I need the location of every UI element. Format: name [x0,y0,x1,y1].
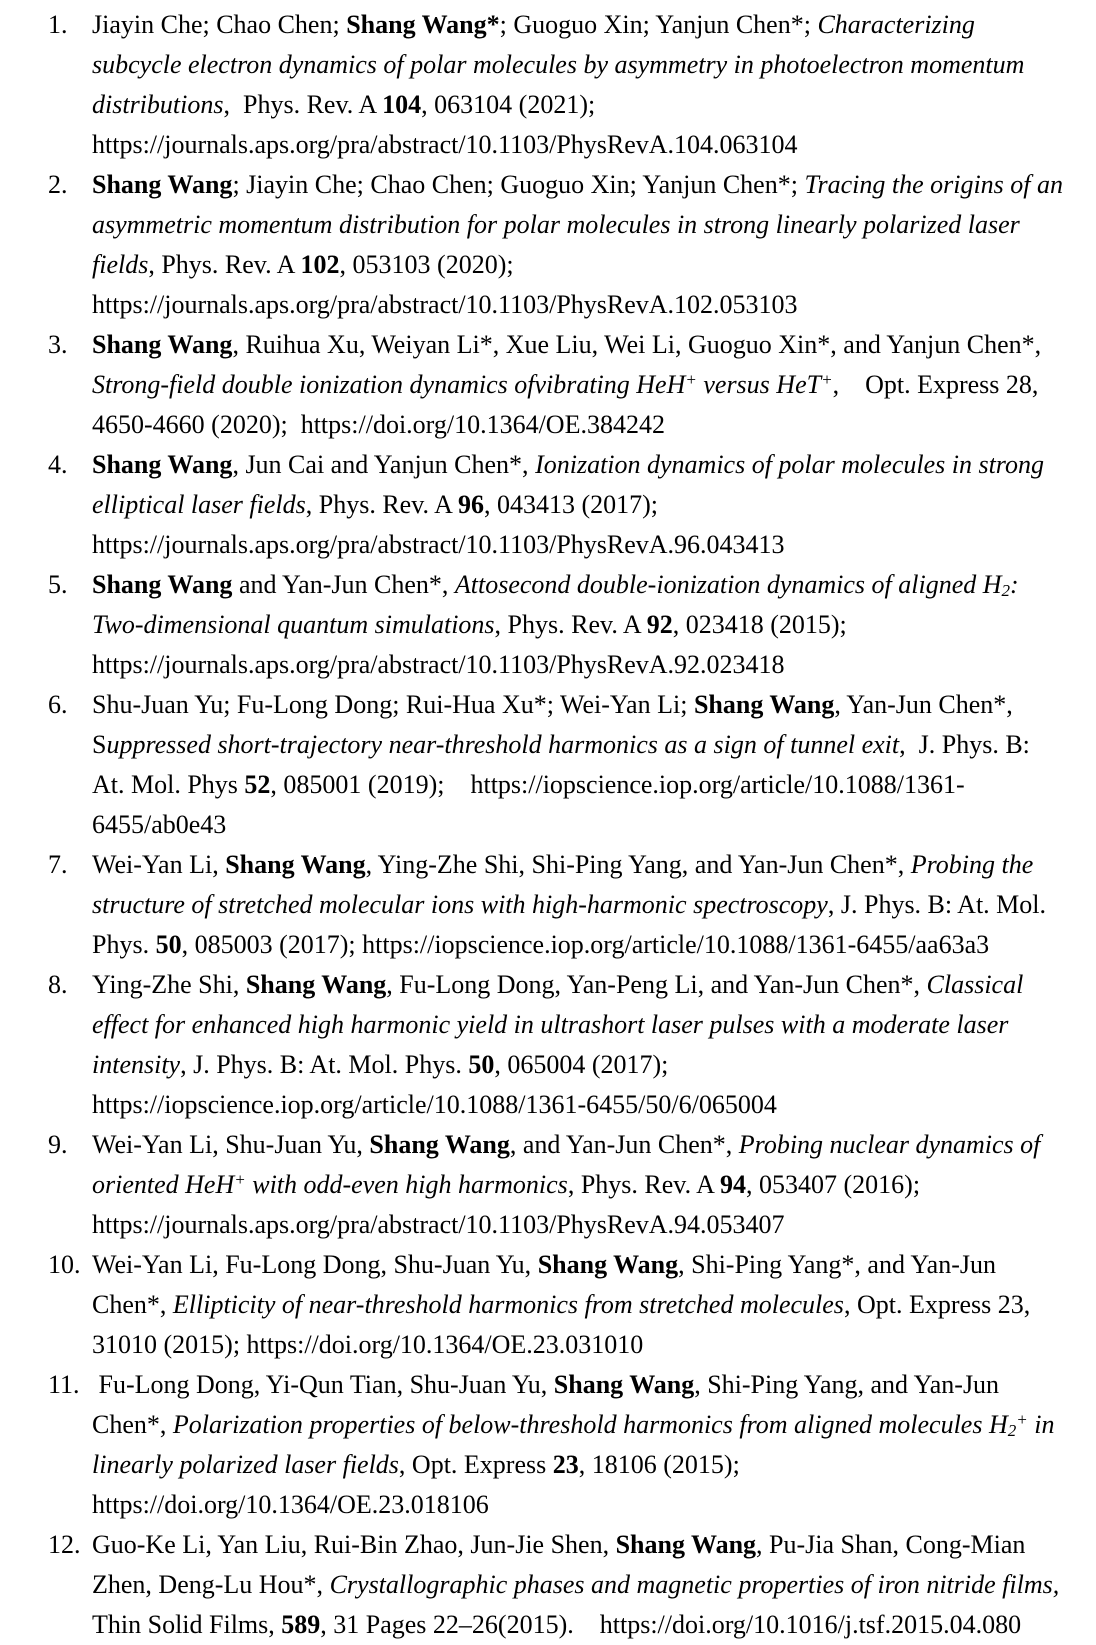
reference-text [92,330,1048,439]
text-segment: 589 [281,1610,321,1639]
text-segment: Chen*, [92,1410,173,1439]
text-segment: , J. Phys. B: At. Mol. Phys [92,730,1035,799]
text-segment: 96 [457,490,484,519]
text-segment: Wei-Yan Li, Fu-Long Dong, Shu-Juan Yu, [92,1250,538,1279]
reference-number: 10. [48,1250,81,1279]
reference-text [92,1250,1037,1359]
url-text: https://iopscience.iop.org/article/10.1088/1361-6455/ab0e43 [92,770,965,839]
text-segment: Probing the structure of stretched molecular ions with high-harmonic spectroscopy [92,850,1040,919]
reference-text [92,970,1030,1119]
text-segment: , Shi-Ping Yang, and Yan-Jun [694,1370,1006,1399]
text-segment: Characterizing subcycle electron dynamics of polar molecules by asymmetry in photoelectron momentum distributions [92,10,1031,119]
text-segment: , and Yan-Jun Chen*, [509,1130,739,1159]
reference-number: 12. [48,1530,81,1559]
text-segment: Ellipticity of near-threshold harmonics from stretched molecules [172,1290,844,1319]
text-segment: 94 [720,1170,746,1199]
text-segment: Shang Wang [92,450,233,479]
text-segment: , Opt. Express 28, 4650-4660 (2020); [92,370,1045,439]
url-text: https://iopscience.iop.org/article/10.1088/1361-6455/aa63a3 [362,930,990,959]
text-segment: , 053103 (2020); [339,250,521,279]
text-segment: Strong-field double ionization dynamics ofvibrating HeH [92,370,686,399]
reference-item [48,1125,1066,1245]
text-segment: Shang Wang [615,1530,757,1559]
text-segment: , J. Phys. B: At. Mol. Phys. [180,1050,469,1079]
text-segment: 102 [300,250,340,279]
text-segment: Shang Wang [537,1250,679,1279]
text-segment: 52 [244,770,271,799]
text-segment: Shang Wang [92,570,233,599]
text-segment: , 085001 (2019); [270,770,471,799]
text-segment: , Opt. Express [398,1450,553,1479]
text-segment: , Phys. Rev. A [305,490,458,519]
text-segment: Tracing the origins of an asymmetric momentum distribution for polar molecules in strong linearly polarized laser fields [92,170,1070,279]
text-segment: Shang Wang [369,1130,510,1159]
text-segment: , 31 Pages 22–26(2015). [320,1610,600,1639]
text-segment: , 065004 (2017); [494,1050,675,1079]
reference-text [92,1530,1065,1639]
text-segment: Shang Wang [225,850,366,879]
text-segment: , Phys. Rev. A [148,250,301,279]
reference-number: 6. [48,690,68,719]
reference-number: 4. [48,450,68,479]
reference-item [48,1365,1066,1525]
text-segment: 23 [552,1450,579,1479]
text-segment: Zhen, Deng-Lu Hou*, [92,1570,330,1599]
text-segment: , Pu-Jia Shan, Cong-Mian [756,1530,1032,1559]
url-text: https://journals.aps.org/pra/abstract/10.1103/PhysRevA.96.043413 [92,530,785,559]
url-text: https://journals.aps.org/pra/abstract/10.1103/PhysRevA.104.063104 [92,130,798,159]
url-text: https://doi.org/10.1364/OE.384242 [300,410,665,439]
text-segment: ; Guoguo Xin; Yanjun Chen*; [499,10,818,39]
text-segment: , Ying-Zhe Shi, Shi-Ping Yang, and Yan-Jun Chen*, [365,850,911,879]
text-segment: , Jun Cai and Yanjun Chen*, [232,450,536,479]
reference-text [92,690,1035,839]
url-text: https://doi.org/10.1364/OE.23.031010 [246,1330,644,1359]
reference-number: 5. [48,570,68,599]
reference-text [92,570,1025,679]
text-segment: Shang Wang [92,330,233,359]
text-segment: Fu-Long Dong, Yi-Qun Tian, Shu-Juan Yu, [92,1370,554,1399]
text-segment: , Shi-Ping Yang*, and Yan-Jun [678,1250,1003,1279]
url-text: https://doi.org/10.1364/OE.23.018106 [92,1490,489,1519]
text-segment: Shang Wang [693,690,835,719]
reference-text [92,1370,1061,1519]
text-segment: + [685,370,697,390]
reference-text [92,1130,1047,1239]
text-segment: , 18106 (2015); [578,1450,747,1479]
text-segment: , J. Phys. B: At. Mol. Phys. [92,890,1053,959]
text-segment: 2 [1007,1421,1017,1441]
text-segment: in linearly polarized laser fields [92,1410,1061,1479]
reference-number: 3. [48,330,68,359]
text-segment: uppressed short-trajectory near-threshold harmonics as a sign of tunnel exit [106,730,900,759]
text-segment: with odd-even high harmonics [245,1170,568,1199]
reference-number: 8. [48,970,68,999]
text-segment: , Opt. Express 23, 31010 (2015); [92,1290,1037,1359]
text-segment: , 063104 (2021); [421,90,602,119]
reference-item [48,965,1066,1125]
url-text: https://journals.aps.org/pra/abstract/10.1103/PhysRevA.92.023418 [92,650,785,679]
text-segment: , 023418 (2015); [672,610,854,639]
text-segment: Classical effect for enhanced high harmonic yield in ultrashort laser pulses with a moderate laser intensity [92,970,1030,1079]
url-text: https://journals.aps.org/pra/abstract/10.1103/PhysRevA.102.053103 [92,290,798,319]
text-segment: Shang Wang [92,170,233,199]
reference-text [92,10,1031,159]
text-segment: 92 [646,610,673,639]
text-segment: Wei-Yan Li, Shu-Juan Yu, [92,1130,370,1159]
text-segment: , Phys. Rev. A [567,1170,720,1199]
text-segment: , Ruihua Xu, Weiyan Li*, Xue Liu, Wei Li, Guoguo Xin*, and Yanjun Chen*, [232,330,1048,359]
reference-number: 7. [48,850,68,879]
reference-text [92,850,1053,959]
reference-item [48,5,1066,165]
text-segment: Polarization properties of below-threshold harmonics from aligned molecules H [172,1410,1008,1439]
url-text: https://doi.org/10.1016/j.tsf.2015.04.080 [599,1610,1022,1639]
reference-text [92,450,1050,559]
text-segment: 50 [468,1050,495,1079]
reference-list [48,5,1070,1645]
url-text: https://journals.aps.org/pra/abstract/10.1103/PhysRevA.94.053407 [92,1210,785,1239]
text-segment: , Fu-Long Dong, Yan-Peng Li, and Yan-Jun Chen*, [386,970,927,999]
text-segment: Shang Wang [245,970,387,999]
reference-text [92,170,1070,319]
text-segment: Crystallographic phases and magnetic properties of iron nitride films, [329,1570,1060,1599]
text-segment: Shang Wang* [346,10,500,39]
text-segment: , 053407 (2016); [746,1170,927,1199]
text-segment: Ionization dynamics of polar molecules in strong elliptical laser fields [92,450,1051,519]
text-segment: Attosecond double-ionization dynamics of aligned H [454,570,1002,599]
text-segment: + [1016,1410,1028,1430]
text-segment: , Yan-Jun Chen*, S [92,690,1026,759]
reference-item [48,1525,1066,1645]
text-segment: Jiayin Che; Chao Chen; [92,10,347,39]
text-segment: versus HeT [696,370,822,399]
text-segment: , Phys. Rev. A [494,610,647,639]
text-segment: + [234,1170,246,1190]
reference-item [48,445,1066,565]
text-segment: Chen*, [92,1290,173,1319]
text-segment: Wei-Yan Li, [92,850,226,879]
url-text: https://iopscience.iop.org/article/10.1088/1361-6455/50/6/065004 [92,1090,777,1119]
text-segment: Shang Wang [553,1370,695,1399]
text-segment: + [821,370,833,390]
text-segment: : Two-dimensional quantum simulations [92,570,1026,639]
reference-item [48,845,1066,965]
text-segment: ; Jiayin Che; Chao Chen; Guoguo Xin; Yanjun Chen*; [232,170,805,199]
text-segment: Ying-Zhe Shi, [92,970,246,999]
reference-item [48,1245,1066,1365]
reference-number: 9. [48,1130,68,1159]
text-segment: and Yan-Jun Chen*, [232,570,455,599]
reference-item [48,325,1066,445]
reference-number: 11. [48,1370,80,1399]
reference-item [48,685,1066,845]
text-segment: Shu-Juan Yu; Fu-Long Dong; Rui-Hua Xu*; Wei-Yan Li; [92,690,694,719]
text-segment: Thin Solid Films, [92,1570,1066,1639]
text-segment: , 085003 (2017); [181,930,363,959]
text-segment: , 043413 (2017); [483,490,665,519]
text-segment: 104 [382,90,422,119]
reference-item [48,165,1070,325]
reference-number: 2. [48,170,68,199]
text-segment: 50 [155,930,182,959]
text-segment: Guo-Ke Li, Yan Liu, Rui-Bin Zhao, Jun-Jie Shen, [92,1530,616,1559]
text-segment: Probing nuclear dynamics of oriented HeH [92,1130,1047,1199]
reference-number: 1. [48,10,68,39]
text-segment: , Phys. Rev. A [223,90,383,119]
text-segment: 2 [1001,581,1011,601]
reference-item [48,565,1066,685]
